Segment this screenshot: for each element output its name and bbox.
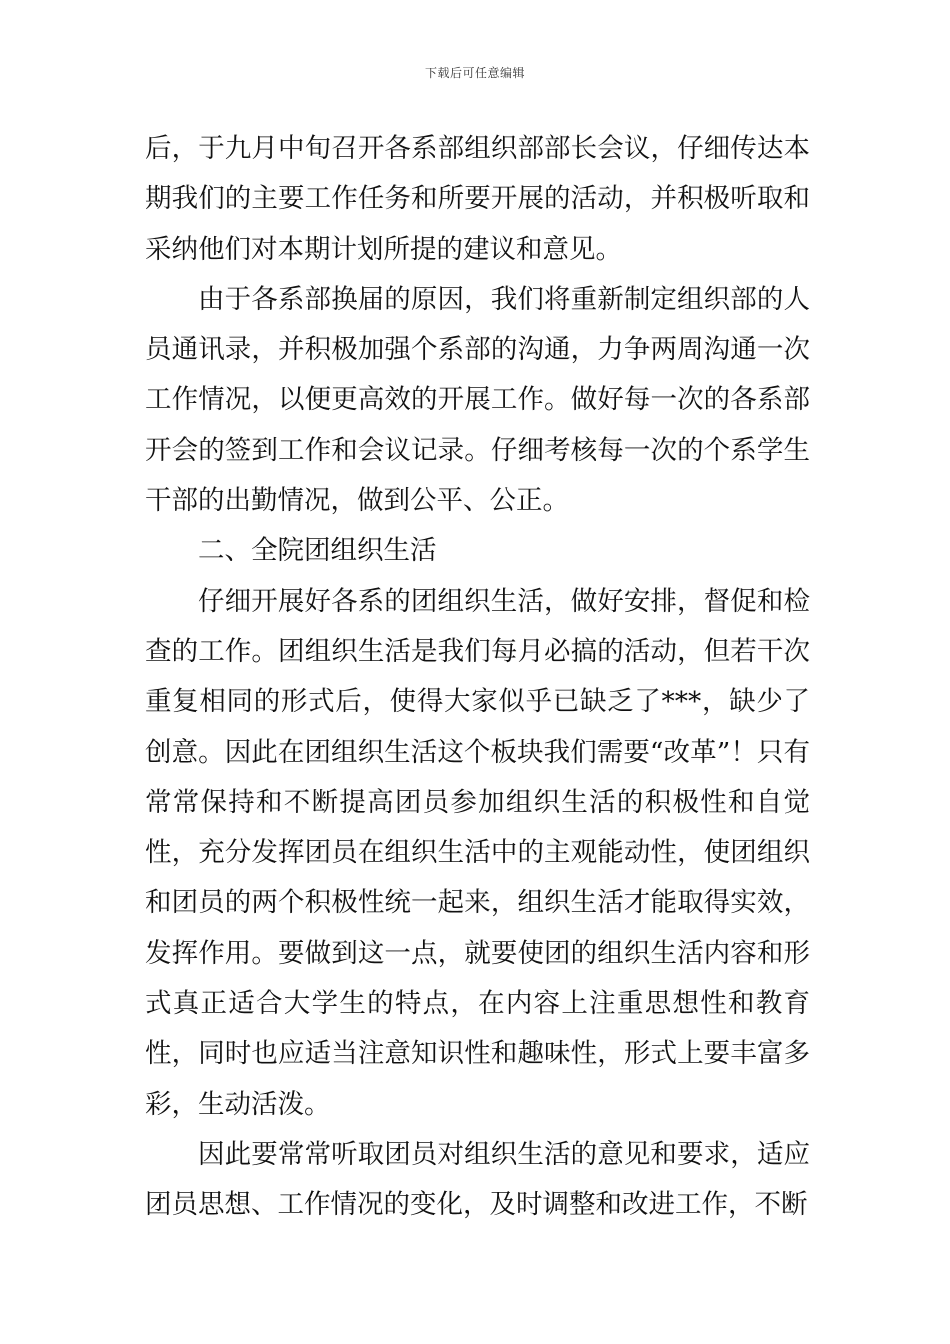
document-body [145, 124, 810, 1231]
paragraph-member-feedback: 因此要常常听取团员对组织生活的意见和要求，适应团员思想、工作情况的变化，及时调整和改进工作，不断 [145, 1138, 810, 1221]
paragraph-contact-list: 由于各系部换届的原因，我们将重新制定组织部的人员通讯录，并积极加强个系部的沟通，力争两周沟通一次工作情况，以便更高效的开展工作。做好每一次的各系部开会的签到工作和会议记录。仔细考核每一次的个系学生干部的出勤情况，做到公平、公正。 [145, 283, 810, 517]
page-header: 下载后可任意编辑 [424, 66, 525, 80]
paragraph-league-activities: 仔细开展好各系的团组织生活，做好安排，督促和检查的工作。团组织生活是我们每月必搞的活动，但若干次重复相同的形式后，使得大家似乎已缺乏了***，缺少了创意。因此在团组织生活这个板块我们需要“改革”！只有常常保持和不断提高团员参加组织生活的积极性和自觉性，充分发挥团员在组织生活中的主观能动性，使团组织和团员的两个积极性统一起来，组织生活才能取得实效，发挥作用。要做到这一点，就要使团的组织生活内容和形式真正适合大学生的特点，在内容上注重思想性和教育性，同时也应适当注意知识性和趣味性，形式上要丰富多彩，生动活泼。 [145, 585, 810, 1120]
paragraph-continuation: 后，于九月中旬召开各系部组织部部长会议，仔细传达本期我们的主要工作任务和所要开展的活动，并积极听取和采纳他们对本期计划所提的建议和意见。 [145, 133, 810, 265]
section-heading: 二、全院团组织生活 [198, 535, 437, 567]
